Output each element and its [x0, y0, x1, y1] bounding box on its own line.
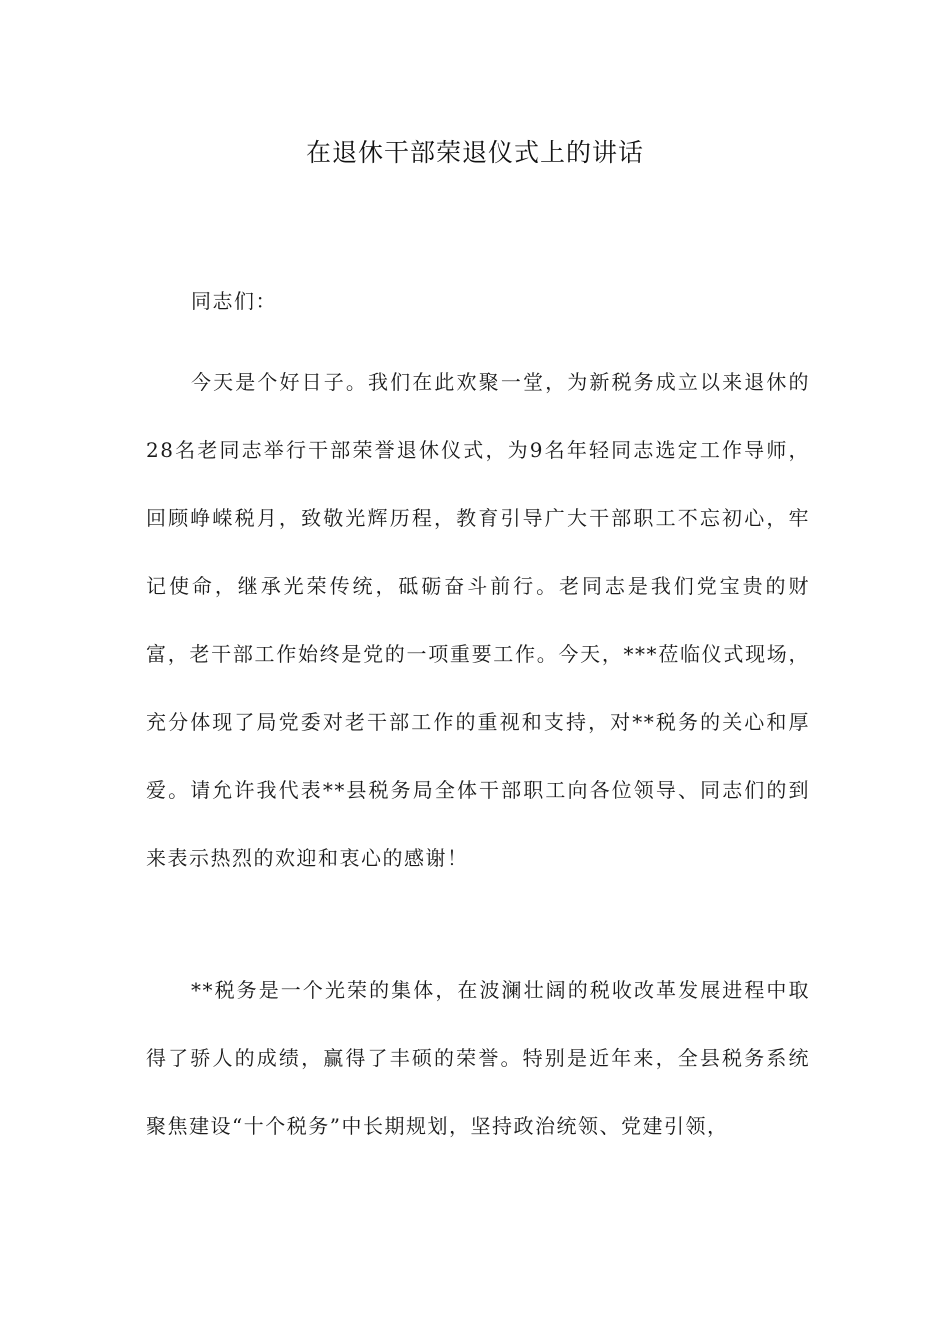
document-title: 在退休干部荣退仪式上的讲话	[305, 138, 644, 167]
body-paragraph-1: 今天是个好日子。我们在此欢聚一堂，为新税务成立以来退休的28名老同志举行干部荣誉退休仪式，为9名年轻同志选定工作导师，回顾峥嵘税月，致敬光辉历程，教育引导广大干部职工不忘初心，牢记使命，继承光荣传统，砥砺奋斗前行。老同志是我们党宝贵的财富，老干部工作始终是党的一项重要工作。今天，***莅临仪式现场，充分体现了局党委对老干部工作的重视和支持，对**税务的关心和厚爱。请允许我代表**县税务局全体干部职工向各位领导、同志们的到来表示热烈的欢迎和衷心的感谢！	[146, 370, 810, 870]
salutation: 同志们：	[191, 289, 277, 313]
body-paragraph-2: **税务是一个光荣的集体，在波澜壮阔的税收改革发展进程中取得了骄人的成绩，赢得了丰硕的荣誉。特别是近年来，全县税务系统聚焦建设“十个税务”中长期规划，坚持政治统领、党建引领，	[146, 978, 810, 1138]
